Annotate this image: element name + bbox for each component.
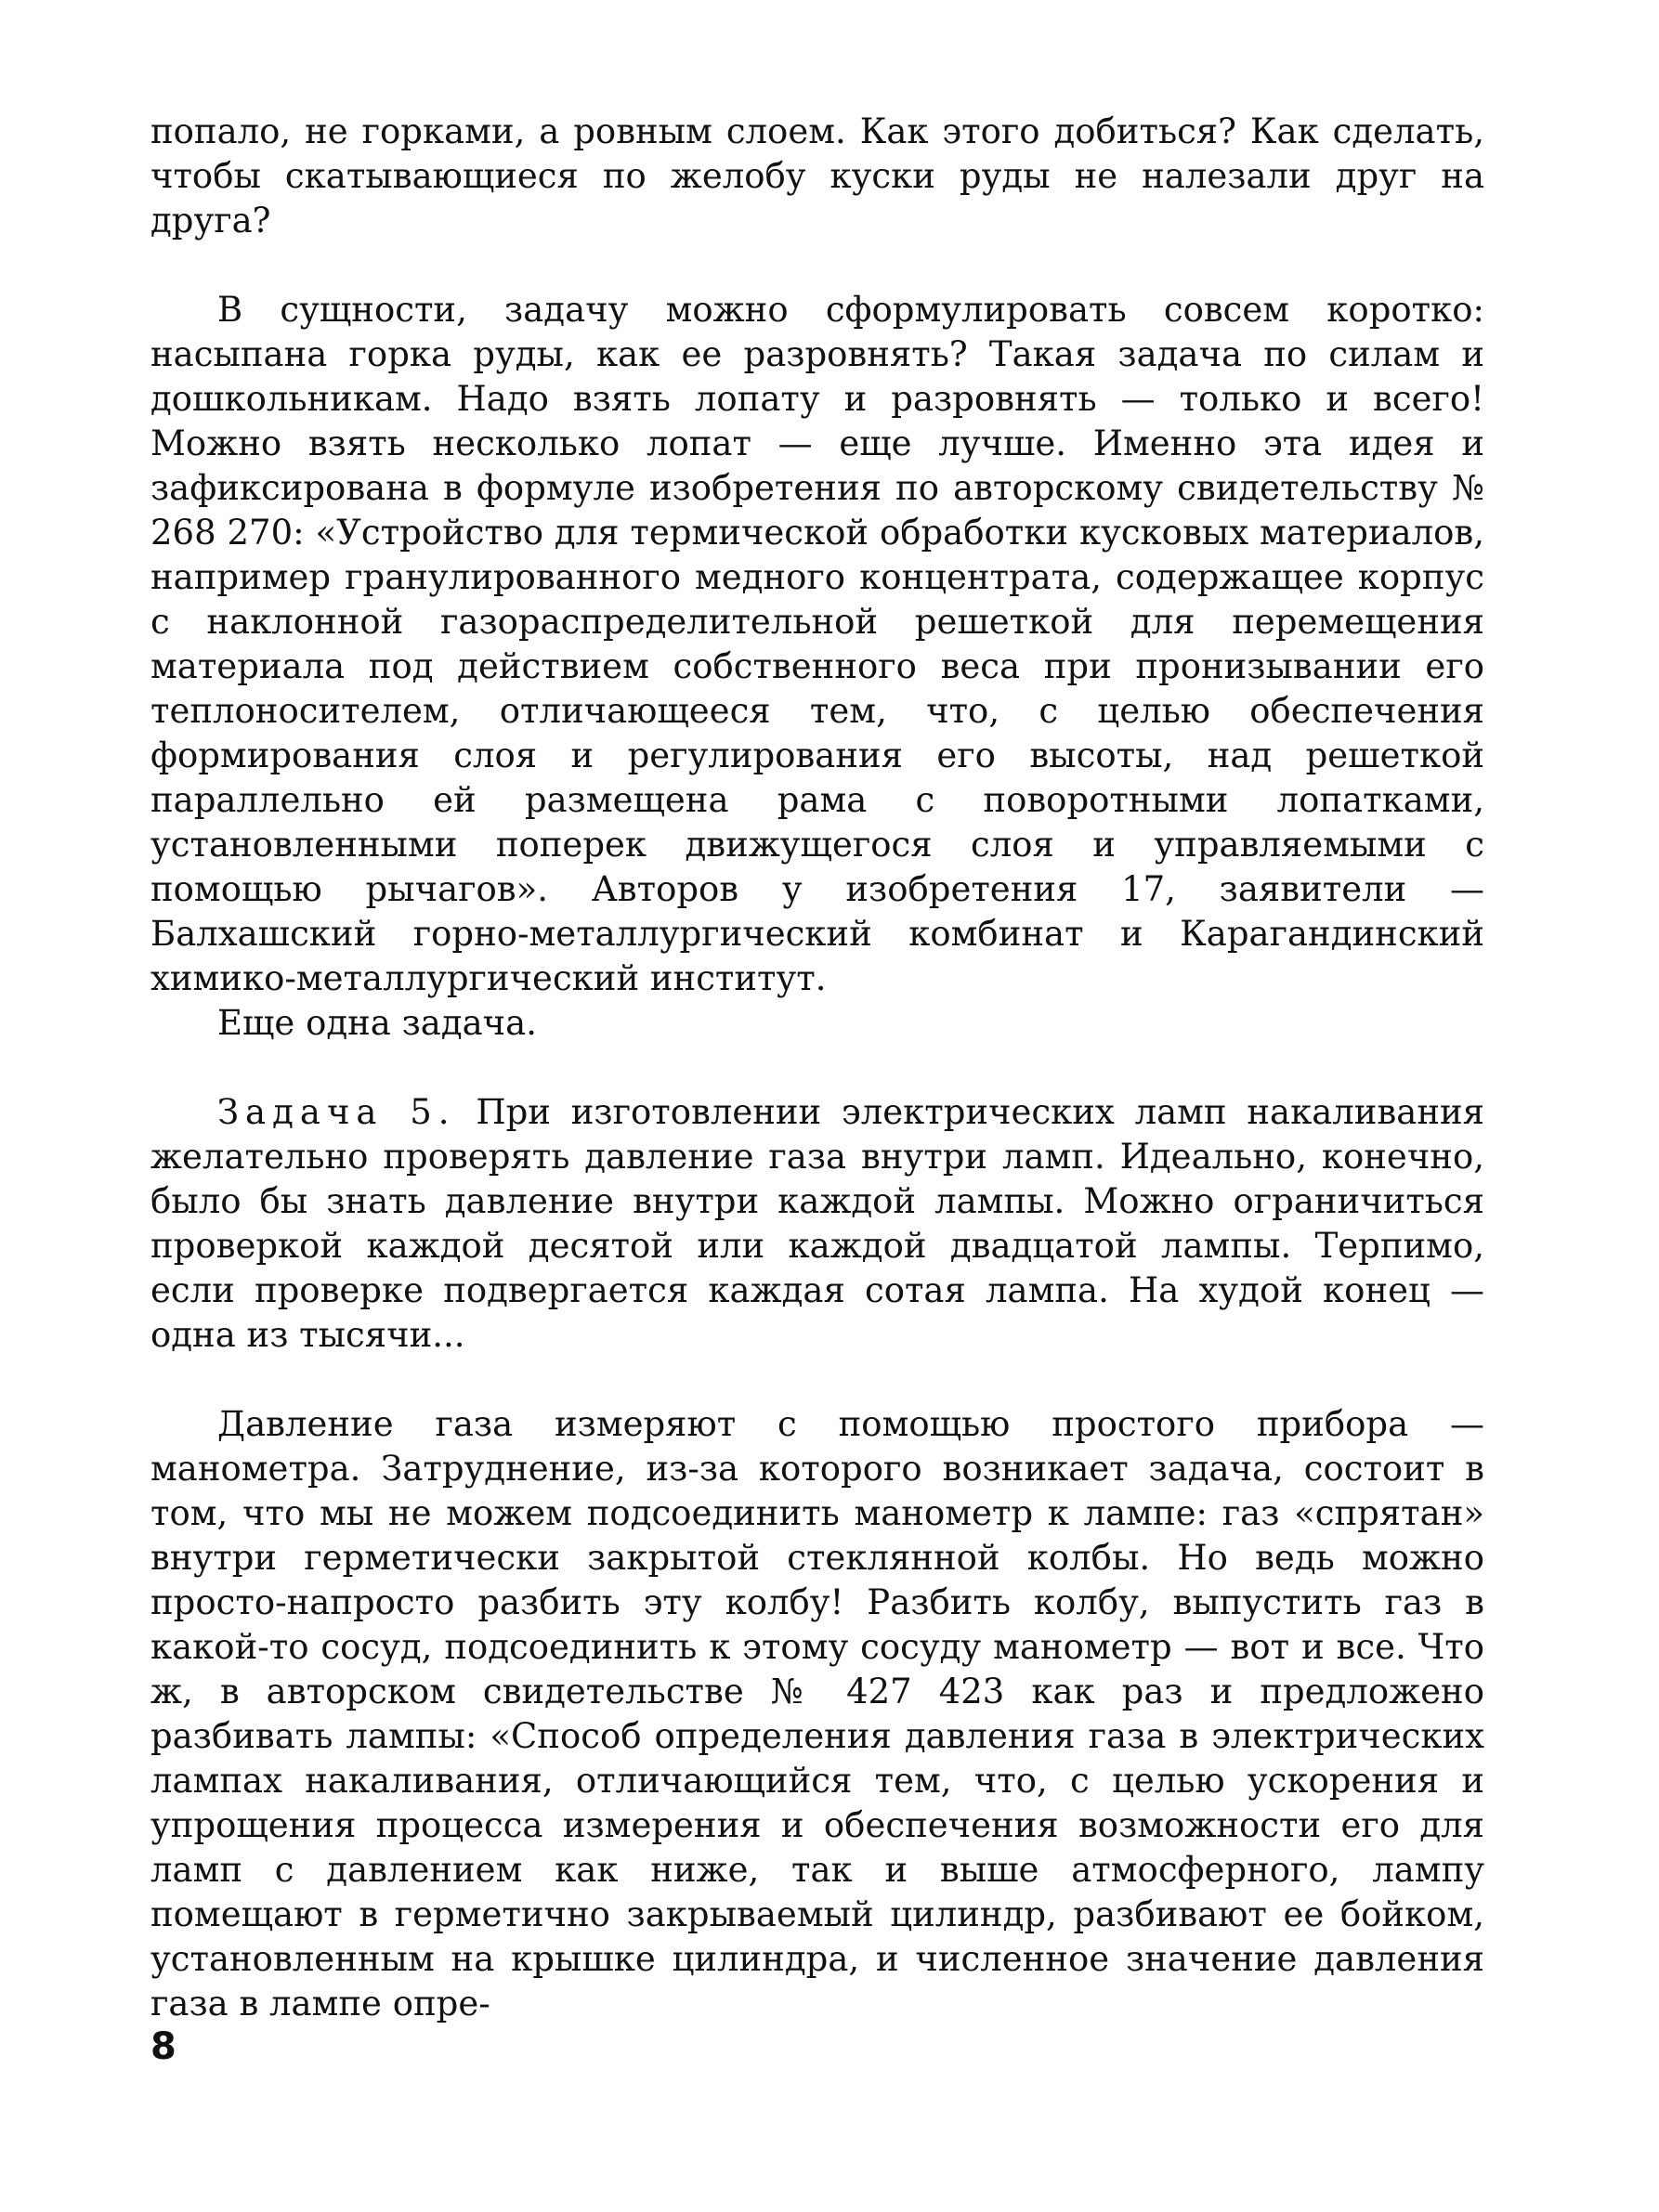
paragraph-shovel-idea: В сущности, задачу можно сформулировать совсем коротко: насыпана горка руды, как ее разровнять? Такая задача по силам и дошкольникам. Надо взять лопату и разровнять — только и всего! Можно взять несколько лопат — еще лучше. Именно эта идея и зафиксирована в формуле изобретения по авторскому свидетельству № 268 270: «Устройство для термической обработки кусковых материалов, например гранулированного медного концентрата, содержащее корпус с наклонной газораспределительной решеткой для перемещения материала под действием собственного веса при пронизывании его теплоносителем, отличающееся тем, что, с целью обеспечения формирования слоя и регулирования его высоты, над решеткой параллельно ей размещена рама с поворотными лопатками, установленными поперек движущегося слоя и управляемыми с помощью рычагов». Авторов у изобретения 17, заявители — Балхашский горно-металлургический комбинат и Карагандинский химико-металлургический институт. (150, 290, 1484, 998)
text-column (150, 110, 1484, 2026)
task-5-text: При изготовлении электрических ламп накаливания желательно проверять давление газа внутри ламп. Идеально, конечно, было бы знать давление внутри каждой лампы. Можно ограничиться проверкой каждой десятой или каждой двадцатой лампы. Терпимо, если проверке подвергается каждая сотая лампа. На худой конец — одна из тысячи... (150, 1092, 1484, 1355)
paragraph-manometer: Давление газа измеряют с помощью простого прибора — манометра. Затруднение, из-за которого возникает задача, состоит в том, что мы не можем подсоединить манометр к лампе: газ «спрятан» внутри герметически закрытой стеклянной колбы. Но ведь можно просто-напросто разбить эту колбу! Разбить колбу, выпустить газ в какой-то сосуд, подсоединить к этому сосуду манометр — вот и все. Что ж, в авторском свидетельстве № 427 423 как раз и предложено разбивать лампы: «Способ определения давления газа в электрических лампах накаливания, отличающийся тем, что, с целью ускорения и упрощения процесса измерения и обеспечения возможности его для ламп с давлением как ниже, так и выше атмосферного, лампу помещают в герметично закрываемый цилиндр, разбивают ее бойком, установленным на крышке цилиндра, и численное значение давления газа в лампе опре- (150, 1404, 1484, 2023)
paragraph-continuation: попало, не горками, а ровным слоем. Как этого добиться? Как сделать, чтобы скатывающиеся по желобу куски руды не налезали друг на друга? (150, 111, 1484, 241)
paragraph-task-5 (150, 1090, 1484, 1358)
page-number: 8 (150, 2025, 176, 2068)
paragraph-another-task: Еще одна задача. (217, 1003, 537, 1043)
task-5-label: Задача 5. (217, 1092, 456, 1132)
